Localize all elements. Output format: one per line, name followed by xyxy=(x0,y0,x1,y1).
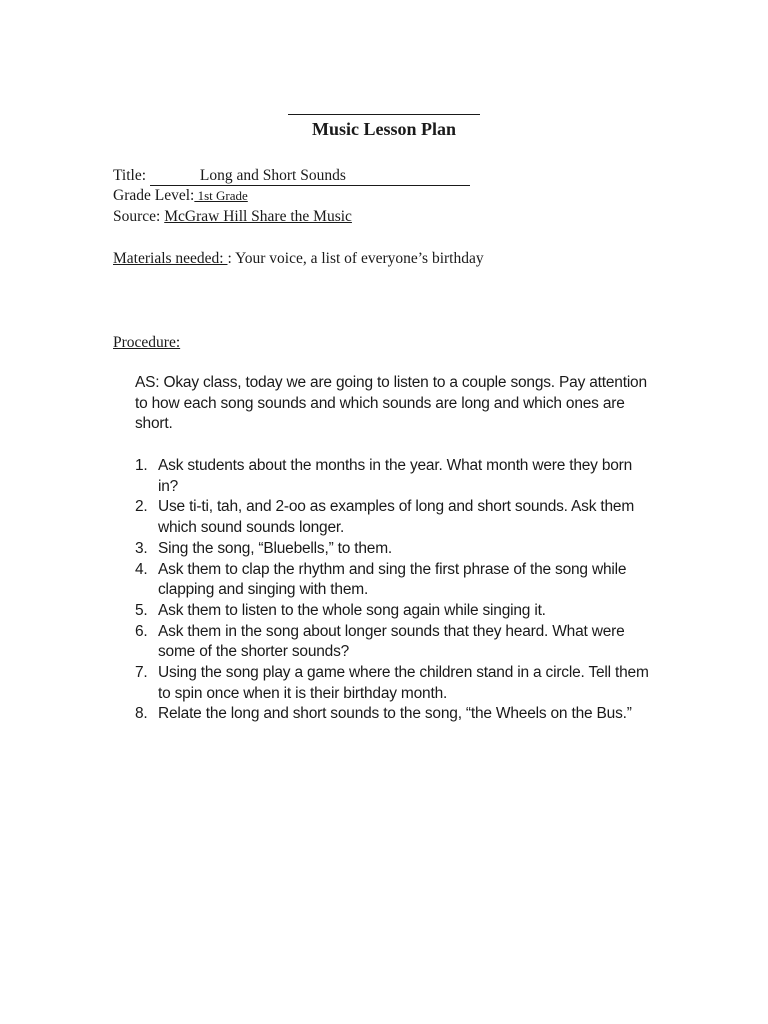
list-item xyxy=(135,704,655,725)
list-item xyxy=(135,456,655,497)
step-number: 6. xyxy=(135,622,148,640)
list-item xyxy=(135,622,655,663)
list-item xyxy=(135,560,655,601)
step-number: 1. xyxy=(135,457,148,474)
materials-field xyxy=(113,249,484,269)
step-number: 2. xyxy=(135,498,148,516)
source-label: Source: xyxy=(113,208,161,225)
step-text: Relate the long and short sounds to the song, “the Wheels on the Bus.” xyxy=(158,705,632,723)
step-number: 7. xyxy=(135,664,148,682)
top-rule xyxy=(288,114,480,115)
document-title: Music Lesson Plan xyxy=(311,119,457,139)
source-field xyxy=(113,207,352,227)
step-text: Ask them to listen to the whole song again while singing it. xyxy=(158,601,546,619)
title-field xyxy=(113,166,470,186)
materials-label: Materials needed: xyxy=(113,250,228,267)
grade-level-value: 1st Grade xyxy=(194,188,248,203)
step-number: 5. xyxy=(135,601,148,619)
list-item xyxy=(135,539,655,560)
grade-level-field xyxy=(113,186,248,206)
list-item xyxy=(135,663,655,704)
step-number: 4. xyxy=(135,560,148,578)
source-value: McGraw Hill Share the Music xyxy=(164,208,352,225)
step-text: Using the song play a game where the children stand in a circle. Tell them to spin once when it is their birthday month. xyxy=(158,664,649,702)
step-text: Sing the song, “Bluebells,” to them. xyxy=(158,539,393,557)
title-value: Long and Short Sounds xyxy=(150,167,470,186)
list-item xyxy=(135,601,655,622)
grade-level-label: Grade Level: xyxy=(113,187,195,204)
step-text: Ask students about the months in the year. What month were they born in? xyxy=(158,457,633,495)
step-text: Ask them to clap the rhythm and sing the first phrase of the song while clapping and singing with them. xyxy=(158,560,627,599)
materials-value: : Your voice, a list of everyone’s birthday xyxy=(227,250,484,267)
step-number: 3. xyxy=(135,539,148,557)
procedure-heading: Procedure: xyxy=(113,334,181,351)
intro-paragraph: AS: Okay class, today we are going to listen to a couple songs. Pay attention to how each song sounds and which sounds are long and which ones are short. xyxy=(135,374,647,432)
title-label: Title: xyxy=(113,167,147,184)
step-text: Use ti-ti, tah, and 2-oo as examples of long and short sounds. Ask them which sound sounds longer. xyxy=(158,498,635,537)
list-item xyxy=(135,497,655,538)
procedure-steps-list xyxy=(135,456,655,725)
step-number: 8. xyxy=(135,705,148,723)
step-text: Ask them in the song about longer sounds that they heard. What were some of the shorter sounds? xyxy=(158,622,625,661)
